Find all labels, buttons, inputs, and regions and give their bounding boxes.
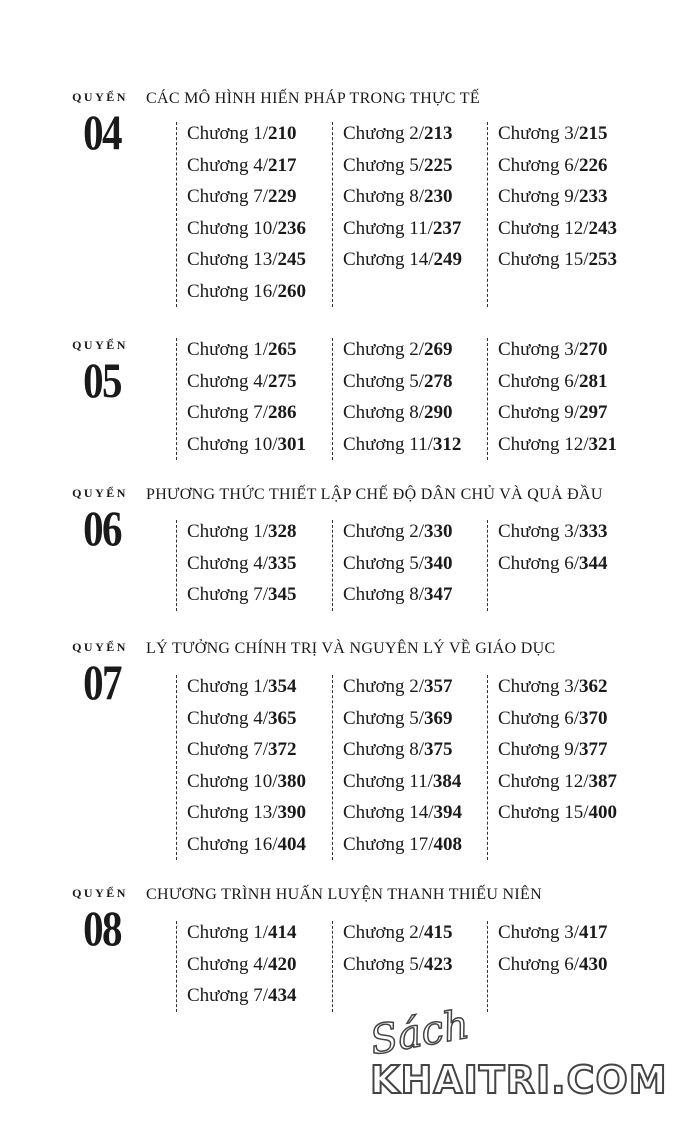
chapter-label: Chương 15/ bbox=[498, 249, 589, 270]
chapter-label: Chương 13/ bbox=[187, 802, 278, 823]
volume-label: QUYỂN bbox=[72, 90, 128, 104]
chapter-entry bbox=[498, 185, 648, 217]
chapter-label: Chương 8/ bbox=[343, 584, 425, 605]
chapter-label: Chương 5/ bbox=[343, 370, 425, 392]
page-number: 434 bbox=[268, 985, 297, 1006]
chapter-entry bbox=[343, 401, 493, 433]
page-number: 333 bbox=[579, 521, 608, 542]
page-number: 210 bbox=[268, 123, 297, 144]
volume-number: 08 bbox=[83, 900, 121, 956]
chapter-label: Chương 9/ bbox=[498, 739, 580, 760]
page-number: 237 bbox=[432, 217, 462, 239]
page-number: 278 bbox=[424, 370, 453, 392]
chapter-column bbox=[176, 675, 337, 860]
chapter-label: Chương 1/ bbox=[187, 521, 269, 542]
page-number: 390 bbox=[277, 802, 307, 823]
watermark-site-text: KHAITRI.COM bbox=[370, 1058, 668, 1102]
chapter-entry bbox=[187, 185, 337, 217]
chapter-entry bbox=[343, 801, 493, 833]
chapter-label: Chương 4/ bbox=[187, 370, 269, 392]
chapter-entry bbox=[498, 921, 648, 953]
chapter-entry bbox=[498, 801, 648, 833]
chapter-entry bbox=[187, 552, 337, 584]
chapter-entry bbox=[498, 770, 648, 802]
chapter-column bbox=[176, 338, 337, 460]
chapter-entry bbox=[187, 770, 337, 802]
chapter-entry bbox=[187, 280, 337, 312]
chapter-label: Chương 8/ bbox=[343, 739, 425, 760]
chapter-label: Chương 5/ bbox=[343, 707, 425, 729]
chapter-label: Chương 6/ bbox=[498, 370, 580, 392]
page-number: 380 bbox=[277, 770, 307, 792]
page-number: 297 bbox=[579, 402, 608, 423]
chapter-entry bbox=[187, 707, 337, 739]
page-number: 365 bbox=[268, 707, 297, 729]
page-number: 213 bbox=[424, 123, 453, 144]
chapter-label: Chương 10/ bbox=[187, 433, 278, 455]
page-number: 394 bbox=[433, 802, 463, 823]
chapter-entry bbox=[498, 338, 648, 370]
page-number: 430 bbox=[579, 953, 608, 975]
chapter-entry bbox=[343, 552, 493, 584]
chapter-label: Chương 6/ bbox=[498, 154, 580, 176]
page-number: 217 bbox=[268, 154, 297, 176]
page-number: 270 bbox=[579, 339, 608, 360]
chapter-entry bbox=[187, 921, 337, 953]
chapter-label: Chương 5/ bbox=[343, 154, 425, 176]
chapter-entry bbox=[187, 953, 337, 985]
chapter-entry bbox=[187, 217, 337, 249]
chapter-entry bbox=[498, 707, 648, 739]
chapter-entry bbox=[343, 185, 493, 217]
chapter-label: Chương 16/ bbox=[187, 280, 278, 302]
page-number: 312 bbox=[432, 433, 462, 455]
volume-title: LÝ TƯỞNG CHÍNH TRỊ VÀ NGUYÊN LÝ VỀ GIÁO DỤC bbox=[146, 640, 556, 657]
page-number: 408 bbox=[433, 833, 463, 855]
page-number: 233 bbox=[579, 186, 608, 207]
chapter-label: Chương 7/ bbox=[187, 584, 269, 605]
page-number: 225 bbox=[424, 154, 453, 176]
chapter-label: Chương 7/ bbox=[187, 985, 269, 1006]
page-number: 384 bbox=[432, 770, 462, 792]
chapter-entry bbox=[498, 122, 648, 154]
chapter-label: Chương 2/ bbox=[343, 922, 425, 943]
volume-title: CÁC MÔ HÌNH HIẾN PHÁP TRONG THỰC TẾ bbox=[146, 90, 480, 107]
chapter-column bbox=[332, 921, 493, 1012]
chapter-entry bbox=[343, 583, 493, 615]
chapter-entry bbox=[343, 217, 493, 249]
chapter-label: Chương 6/ bbox=[498, 953, 580, 975]
chapter-entry bbox=[343, 154, 493, 186]
chapter-label: Chương 10/ bbox=[187, 770, 278, 792]
chapter-entry bbox=[343, 370, 493, 402]
chapter-entry bbox=[343, 520, 493, 552]
chapter-entry bbox=[498, 953, 648, 985]
chapter-entry bbox=[187, 154, 337, 186]
volume-number: 05 bbox=[83, 352, 121, 408]
chapter-entry bbox=[343, 433, 493, 465]
chapter-label: Chương 3/ bbox=[498, 339, 580, 360]
chapter-label: Chương 7/ bbox=[187, 402, 269, 423]
volume-title: PHƯƠNG THỨC THIẾT LẬP CHẾ ĐỘ DÂN CHỦ VÀ QUẢ ĐẦU bbox=[146, 486, 603, 503]
chapter-entry bbox=[343, 122, 493, 154]
chapter-entry bbox=[498, 433, 648, 465]
chapter-column bbox=[332, 122, 493, 307]
page-number: 370 bbox=[579, 707, 608, 729]
chapter-column bbox=[176, 921, 337, 1012]
watermark-logo bbox=[366, 1001, 690, 1110]
chapter-entry bbox=[343, 248, 493, 280]
chapter-entry bbox=[187, 984, 337, 1016]
chapter-entry bbox=[187, 833, 337, 865]
page-number: 420 bbox=[268, 953, 297, 975]
chapter-entry bbox=[498, 217, 648, 249]
chapter-label: Chương 3/ bbox=[498, 123, 580, 144]
volume-number: 06 bbox=[83, 500, 121, 556]
page-number: 335 bbox=[268, 552, 297, 574]
page-number: 372 bbox=[268, 739, 297, 760]
chapter-entry bbox=[343, 738, 493, 770]
page-number: 236 bbox=[277, 217, 307, 239]
page-number: 375 bbox=[424, 739, 453, 760]
chapter-entry bbox=[187, 401, 337, 433]
page-number: 404 bbox=[277, 833, 307, 855]
chapter-entry bbox=[187, 738, 337, 770]
page-number: 344 bbox=[579, 552, 608, 574]
chapter-label: Chương 12/ bbox=[498, 217, 589, 239]
page-number: 417 bbox=[579, 922, 608, 943]
page-number: 286 bbox=[268, 402, 297, 423]
chapter-label: Chương 9/ bbox=[498, 186, 580, 207]
page-number: 260 bbox=[277, 280, 307, 302]
chapter-entry bbox=[498, 675, 648, 707]
chapter-entry bbox=[498, 401, 648, 433]
page-number: 321 bbox=[588, 433, 618, 455]
chapter-label: Chương 10/ bbox=[187, 217, 278, 239]
chapter-entry bbox=[187, 338, 337, 370]
page-number: 245 bbox=[277, 249, 307, 270]
chapter-entry bbox=[343, 675, 493, 707]
watermark-script-text: Sách bbox=[366, 1001, 473, 1065]
chapter-label: Chương 15/ bbox=[498, 802, 589, 823]
chapter-column bbox=[176, 122, 337, 307]
chapter-label: Chương 11/ bbox=[343, 217, 433, 239]
volume-label: QUYỂN bbox=[72, 486, 128, 500]
page-number: 301 bbox=[277, 433, 307, 455]
chapter-label: Chương 13/ bbox=[187, 249, 278, 270]
chapter-entry bbox=[187, 370, 337, 402]
chapter-entry bbox=[187, 520, 337, 552]
chapter-label: Chương 2/ bbox=[343, 676, 425, 697]
chapter-entry bbox=[498, 738, 648, 770]
chapter-entry bbox=[187, 122, 337, 154]
page-number: 328 bbox=[268, 521, 297, 542]
chapter-entry bbox=[187, 675, 337, 707]
chapter-label: Chương 1/ bbox=[187, 123, 269, 144]
chapter-label: Chương 11/ bbox=[343, 770, 433, 792]
chapter-label: Chương 4/ bbox=[187, 707, 269, 729]
page-number: 269 bbox=[424, 339, 453, 360]
chapter-label: Chương 14/ bbox=[343, 802, 434, 823]
chapter-column bbox=[487, 122, 648, 307]
chapter-label: Chương 4/ bbox=[187, 953, 269, 975]
chapter-label: Chương 3/ bbox=[498, 521, 580, 542]
chapter-label: Chương 16/ bbox=[187, 833, 278, 855]
chapter-entry bbox=[343, 953, 493, 985]
chapter-label: Chương 3/ bbox=[498, 676, 580, 697]
page-number: 265 bbox=[268, 339, 297, 360]
page-number: 354 bbox=[268, 676, 297, 697]
chapter-label: Chương 6/ bbox=[498, 707, 580, 729]
chapter-column bbox=[487, 921, 648, 1012]
page-number: 345 bbox=[268, 584, 297, 605]
chapter-entry bbox=[187, 583, 337, 615]
page-number: 423 bbox=[424, 953, 453, 975]
chapter-label: Chương 12/ bbox=[498, 770, 589, 792]
page-number: 290 bbox=[424, 402, 453, 423]
page-number: 243 bbox=[588, 217, 618, 239]
chapter-label: Chương 1/ bbox=[187, 922, 269, 943]
chapter-label: Chương 1/ bbox=[187, 676, 269, 697]
chapter-entry bbox=[343, 833, 493, 865]
page-number: 357 bbox=[424, 676, 453, 697]
chapter-label: Chương 12/ bbox=[498, 433, 589, 455]
chapter-entry bbox=[187, 248, 337, 280]
volume-label: QUYỂN bbox=[72, 886, 128, 900]
chapter-column bbox=[487, 338, 648, 460]
chapter-label: Chương 4/ bbox=[187, 552, 269, 574]
chapter-label: Chương 3/ bbox=[498, 922, 580, 943]
page-number: 226 bbox=[579, 154, 608, 176]
page-number: 230 bbox=[424, 186, 453, 207]
chapter-label: Chương 8/ bbox=[343, 402, 425, 423]
page-number: 369 bbox=[424, 707, 453, 729]
chapter-entry bbox=[498, 154, 648, 186]
page-number: 387 bbox=[588, 770, 618, 792]
chapter-entry bbox=[498, 370, 648, 402]
chapter-entry bbox=[498, 248, 648, 280]
page-number: 347 bbox=[424, 584, 453, 605]
volume-number: 04 bbox=[83, 104, 121, 160]
page-number: 229 bbox=[268, 186, 297, 207]
chapter-label: Chương 2/ bbox=[343, 123, 425, 144]
chapter-column bbox=[332, 675, 493, 860]
chapter-label: Chương 11/ bbox=[343, 433, 433, 455]
chapter-entry bbox=[498, 552, 648, 584]
chapter-column bbox=[487, 520, 648, 611]
page-number: 414 bbox=[268, 922, 297, 943]
page-number: 275 bbox=[268, 370, 297, 392]
page-number: 215 bbox=[579, 123, 608, 144]
volume-number: 07 bbox=[83, 654, 121, 710]
chapter-label: Chương 4/ bbox=[187, 154, 269, 176]
chapter-column bbox=[332, 338, 493, 460]
chapter-entry bbox=[343, 770, 493, 802]
page-number: 400 bbox=[588, 802, 618, 823]
chapter-entry bbox=[343, 338, 493, 370]
chapter-label: Chương 7/ bbox=[187, 739, 269, 760]
page-number: 340 bbox=[424, 552, 453, 574]
chapter-label: Chương 6/ bbox=[498, 552, 580, 574]
page-number: 362 bbox=[579, 676, 608, 697]
chapter-column bbox=[487, 675, 648, 860]
chapter-label: Chương 7/ bbox=[187, 186, 269, 207]
chapter-entry bbox=[498, 520, 648, 552]
chapter-column bbox=[176, 520, 337, 611]
chapter-label: Chương 2/ bbox=[343, 339, 425, 360]
chapter-label: Chương 5/ bbox=[343, 953, 425, 975]
chapter-label: Chương 1/ bbox=[187, 339, 269, 360]
volume-label: QUYỂN bbox=[72, 640, 128, 654]
chapter-entry bbox=[343, 921, 493, 953]
chapter-entry bbox=[187, 433, 337, 465]
page-number: 377 bbox=[579, 739, 608, 760]
chapter-entry bbox=[187, 801, 337, 833]
page-number: 415 bbox=[424, 922, 453, 943]
volume-title: CHƯƠNG TRÌNH HUẤN LUYỆN THANH THIẾU NIÊN bbox=[146, 886, 542, 903]
chapter-entry bbox=[343, 707, 493, 739]
page-number: 253 bbox=[588, 249, 618, 270]
chapter-label: Chương 2/ bbox=[343, 521, 425, 542]
volume-label: QUYỂN bbox=[72, 338, 128, 352]
page-number: 249 bbox=[433, 249, 463, 270]
chapter-label: Chương 9/ bbox=[498, 402, 580, 423]
chapter-label: Chương 17/ bbox=[343, 833, 434, 855]
chapter-label: Chương 8/ bbox=[343, 186, 425, 207]
chapter-label: Chương 5/ bbox=[343, 552, 425, 574]
page-number: 330 bbox=[424, 521, 453, 542]
chapter-label: Chương 14/ bbox=[343, 249, 434, 270]
page-number: 281 bbox=[579, 370, 608, 392]
chapter-column bbox=[332, 520, 493, 611]
